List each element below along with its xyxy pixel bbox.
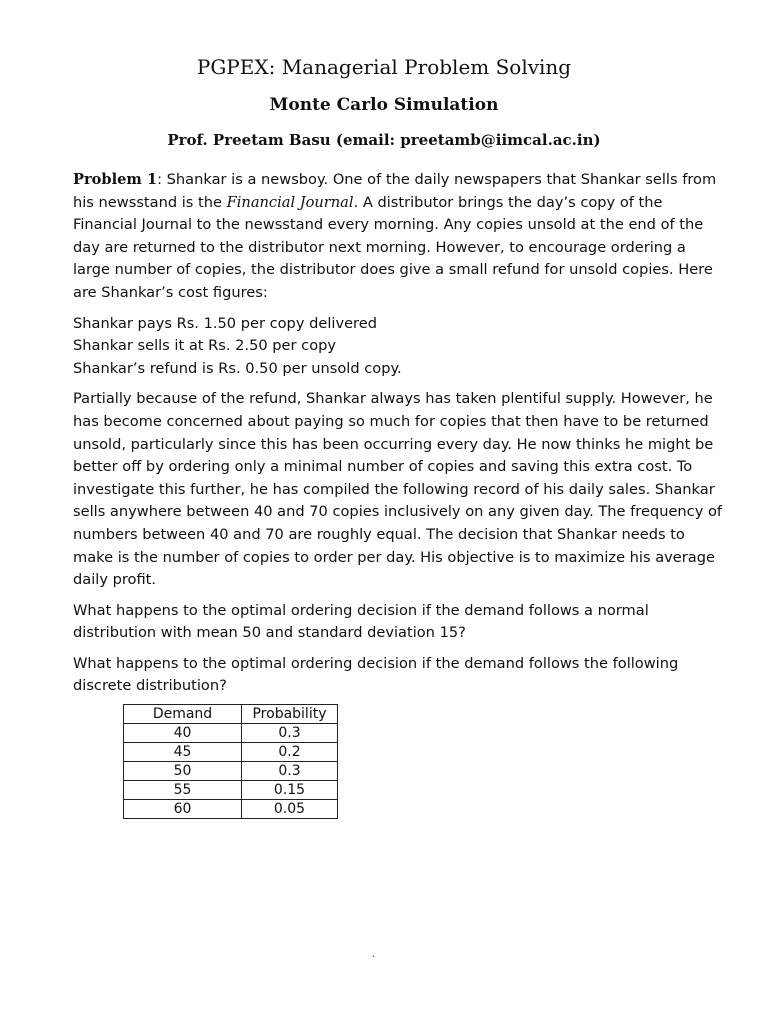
author-line: Prof. Preetam Basu (email: preetamb@iimcal.ac.in) [167, 131, 601, 149]
demand-cell: 45 [124, 743, 242, 762]
probability-cell: 0.15 [242, 781, 338, 800]
problem-label: Problem 1 [73, 171, 158, 188]
table-row [124, 743, 338, 762]
demand-cell: 40 [124, 724, 242, 743]
column-header-demand: Demand [124, 705, 242, 724]
question-1: What happens to the optimal ordering decision if the demand follows a normal distribution with mean 50 and standard deviation 15? [73, 601, 649, 642]
table-row [124, 762, 338, 781]
document-subtitle: Monte Carlo Simulation [269, 95, 499, 115]
problem-intro [73, 169, 723, 305]
demand-cell: 50 [124, 762, 242, 781]
demand-probability-table [123, 704, 338, 819]
problem-body [73, 169, 723, 706]
intro-text-a: : Shankar is a newsboy. One of the daily newspapers that Shankar sells from his newsstand is the [73, 171, 717, 211]
table-header-row [124, 705, 338, 724]
journal-name: Financial Journal [226, 193, 354, 211]
table-row [124, 800, 338, 819]
footer-mark: . [372, 949, 376, 960]
intro-text-b: . A distributor brings the day’s copy of the Financial Journal to the newsstand every morning. Any copies unsold at the end of the day are returned to the distributor next morning. However, to encourage ordering a large number of copies, the distributor does give a small refund for unsold copies. Here are Shankar’s cost figures: [73, 193, 713, 301]
probability-cell: 0.2 [242, 743, 338, 762]
probability-cell: 0.05 [242, 800, 338, 819]
question-2: What happens to the optimal ordering decision if the demand follows the following discrete distribution? [73, 654, 679, 695]
table-row [124, 781, 338, 800]
demand-cell: 55 [124, 781, 242, 800]
demand-cell: 60 [124, 800, 242, 819]
probability-cell: 0.3 [242, 724, 338, 743]
cost-line: Shankar sells it at Rs. 2.50 per copy [73, 337, 337, 355]
cost-line: Shankar’s refund is Rs. 0.50 per unsold copy. [73, 359, 402, 377]
paragraph-2: Partially because of the refund, Shankar always has taken plentiful supply. However, he has become concerned about paying so much for copies that then have to be returned unsold, particularly since this has been occurring every day. He now thinks he might be better off by ordering only a minimal number of copies and saving this extra cost. To investigate this further, he has compiled the following record of his daily sales. Shankar sells anywhere between 40 and 70 copies inclusively on any given day. The frequency of numbers between 40 and 70 are roughly equal. The decision that Shankar needs to make is the number of copies to order per day. His objective is to maximize his average daily profit. [73, 390, 723, 589]
probability-cell: 0.3 [242, 762, 338, 781]
cost-line: Shankar pays Rs. 1.50 per copy delivered [73, 314, 377, 332]
column-header-probability: Probability [242, 705, 338, 724]
document-title: PGPEX: Managerial Problem Solving [196, 55, 572, 79]
cost-figures [73, 313, 723, 381]
table-row [124, 724, 338, 743]
